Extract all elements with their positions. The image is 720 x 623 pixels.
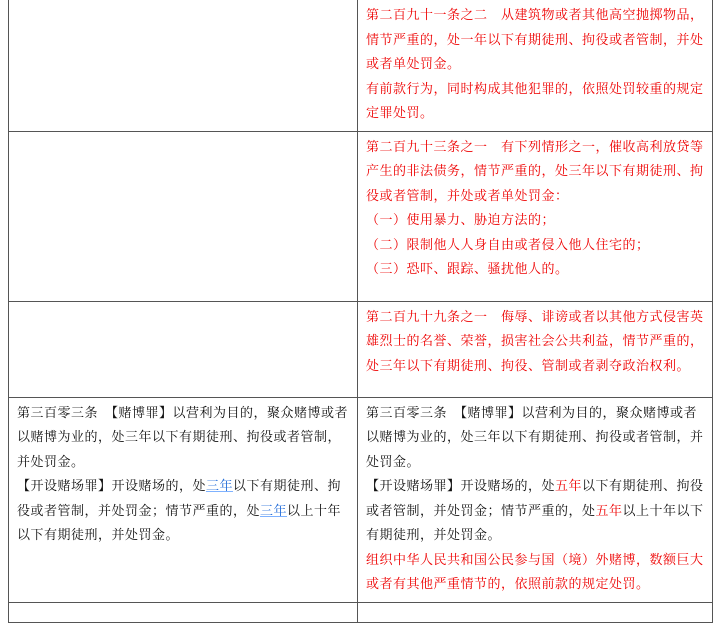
article-291-2-para-1: 第二百九十一条之二 从建筑物或者其他高空抛掷物品，情节严重的，处一年以下有期徒刑、拘役或者管制，并处或者单处罚金。 xyxy=(366,8,704,72)
old-text-cell xyxy=(9,301,358,397)
article-293-1-item-3: （三）恐吓、跟踪、骚扰他人的。 xyxy=(366,262,569,277)
article-303-new-para-2 xyxy=(366,475,706,549)
text-segment: 以下有期徒刑、拘役或者管制，并处罚金；情节严重的，处 xyxy=(17,479,342,519)
changed-term-old: 三年 xyxy=(260,503,288,519)
old-text-cell xyxy=(9,602,358,622)
new-text-cell xyxy=(358,602,713,622)
article-303-new-para-1: 第三百零三条 【赌博罪】以营利为目的，聚众赌博或者以赌博为业的，处三年以下有期徒刑、拘役或者管制，并处罚金。 xyxy=(366,405,704,470)
article-303-old-para-2 xyxy=(17,475,351,549)
new-text-cell xyxy=(358,131,713,301)
article-303-new-para-3: 组织中华人民共和国公民参与国（境）外赌博，数额巨大或者有其他严重情节的，依照前款的规定处罚。 xyxy=(366,552,704,592)
article-293-1-para-1: 第二百九十三条之一 有下列情形之一，催收高利放贷等产生的非法债务，情节严重的，处三年以下有期徒刑、拘役或者管制，并处或者单处罚金： xyxy=(366,139,704,204)
law-comparison-table xyxy=(8,0,713,623)
article-293-1-item-2: （二）限制他人人身自由或者侵入他人住宅的； xyxy=(366,237,650,253)
article-303-old-para-1: 第三百零三条 【赌博罪】以营利为目的，聚众赌博或者以赌博为业的，处三年以下有期徒刑、拘役或者管制，并处罚金。 xyxy=(17,405,349,470)
new-text-cell xyxy=(358,0,713,131)
changed-term-new: 五年 xyxy=(595,503,623,519)
text-segment: 【开设赌场罪】开设赌场的，处 xyxy=(366,479,556,494)
article-293-1-item-1: （一）使用暴力、胁迫方法的； xyxy=(366,213,556,228)
changed-term-old: 三年 xyxy=(206,479,234,494)
table-row xyxy=(9,602,713,622)
table-row xyxy=(9,131,713,301)
table-row xyxy=(9,0,713,131)
new-text-cell xyxy=(358,397,713,602)
article-299-1-para-1: 第二百九十九条之一 侮辱、诽谤或者以其他方式侵害英雄烈士的名誉、荣誉，损害社会公共利益，情节严重的，处三年以下有期徒刑、拘役、管制或者剥夺政治权利。 xyxy=(366,309,704,374)
text-segment: 【开设赌场罪】开设赌场的，处 xyxy=(17,479,207,494)
table-row xyxy=(9,397,713,602)
table-row xyxy=(9,301,713,397)
old-text-cell xyxy=(9,0,358,131)
old-text-cell xyxy=(9,397,358,602)
text-segment: 以上十年以下有期徒刑，并处罚金。 xyxy=(17,503,342,543)
new-text-cell xyxy=(358,301,713,397)
text-segment: 以上十年以下有期徒刑，并处罚金。 xyxy=(366,503,704,543)
old-text-cell xyxy=(9,131,358,301)
changed-term-new: 五年 xyxy=(555,479,583,494)
text-segment: 以下有期徒刑、拘役或者管制，并处罚金；情节严重的，处 xyxy=(366,479,704,519)
article-291-2-para-2: 有前款行为，同时构成其他犯罪的，依照处罚较重的规定定罪处罚。 xyxy=(366,81,704,121)
